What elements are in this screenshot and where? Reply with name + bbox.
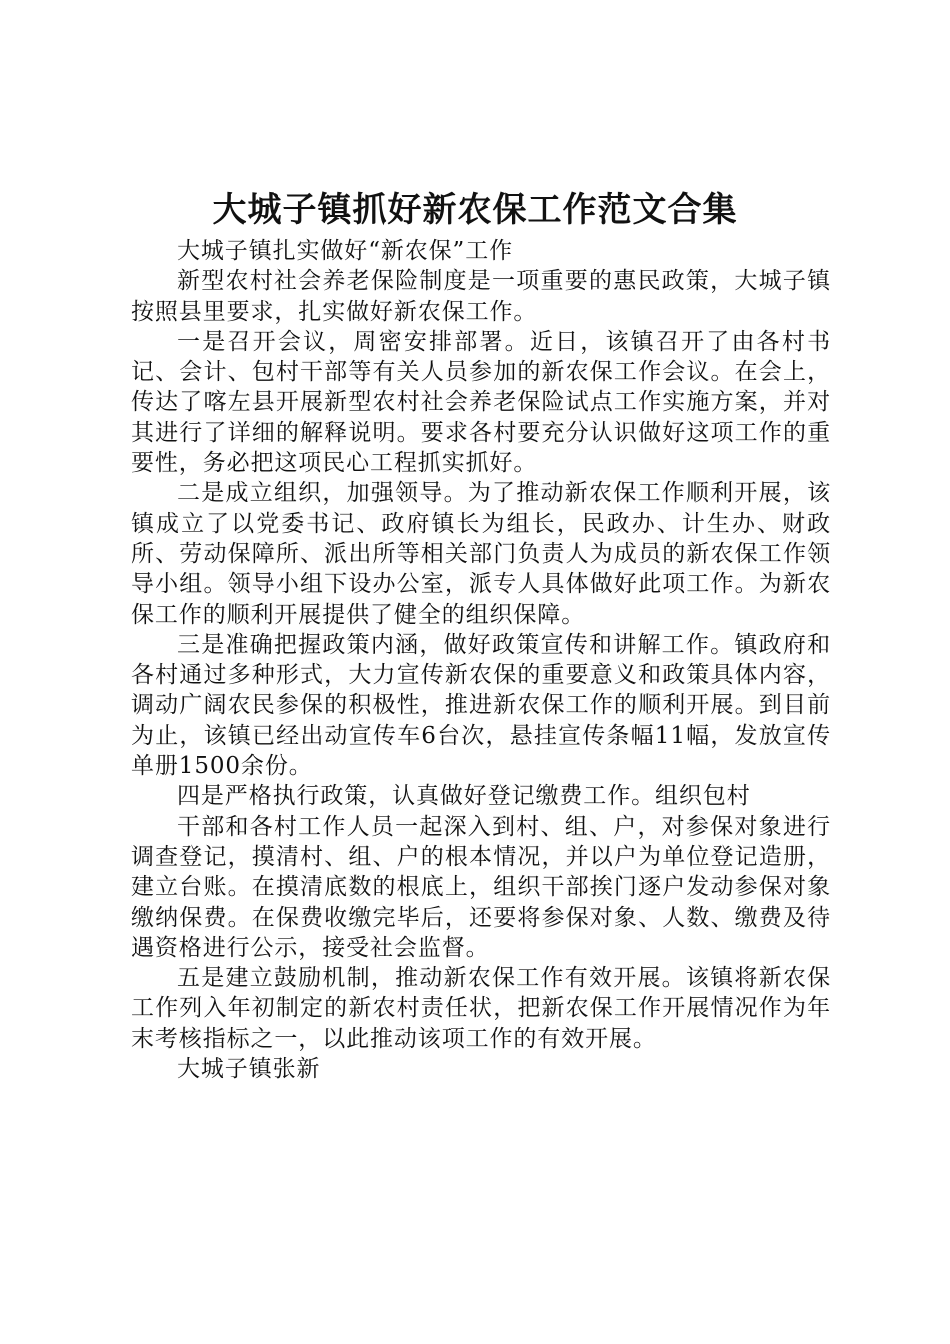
point-one-paragraph: 一是召开会议，周密安排部署。近日，该镇召开了由各村书记、会计、包村干部等有关人员参加的新农保工作会议。在会上，传达了喀左县开展新型农村社会养老保险试点工作实施方案，并对其进行了详细的解释说明。要求各村要充分认识做好这项工作的重要性，务必把这项民心工程抓实抓好。	[131, 328, 831, 477]
point-three-paragraph: 三是准确把握政策内涵，做好政策宣传和讲解工作。镇政府和各村通过多种形式，大力宣传新农保的重要意义和政策具体内容，调动广阔农民参保的积极性，推进新农保工作的顺利开展。到目前为止，该镇已经出动宣传车6台次，悬挂宣传条幅11幅，发放宣传单册1500余份。	[131, 631, 831, 780]
intro-paragraph: 新型农村社会养老保险制度是一项重要的惠民政策，大城子镇按照县里要求，扎实做好新农保工作。	[131, 268, 831, 325]
point-four-paragraph: 四是严格执行政策，认真做好登记缴费工作。组织包村	[177, 783, 751, 810]
document-body	[131, 236, 831, 1084]
author-signature: 大城子镇张新	[177, 1056, 321, 1083]
point-five-paragraph: 五是建立鼓励机制，推动新农保工作有效开展。该镇将新农保工作列入年初制定的新农村责任状，把新农保工作开展情况作为年末考核指标之一，以此推动该项工作的有效开展。	[131, 965, 831, 1052]
document-title: 大城子镇抓好新农保工作范文合集	[212, 190, 738, 230]
point-two-paragraph: 二是成立组织，加强领导。为了推动新农保工作顺利开展，该镇成立了以党委书记、政府镇长为组长，民政办、计生办、财政所、劳动保障所、派出所等相关部门负责人为成员的新农保工作领导小组。领导小组下设办公室，派专人具体做好此项工作。为新农保工作的顺利开展提供了健全的组织保障。	[131, 480, 831, 628]
point-four-continued-paragraph: 干部和各村工作人员一起深入到村、组、户，对参保对象进行调查登记，摸清村、组、户的根本情况，并以户为单位登记造册，建立台账。在摸清底数的根底上，组织干部挨门逐户发动参保对象缴纳保费。在保费收缴完毕后，还要将参保对象、人数、缴费及待遇资格进行公示，接受社会监督。	[131, 813, 831, 961]
subtitle-paragraph: 大城子镇扎实做好“新农保”工作	[177, 238, 514, 264]
